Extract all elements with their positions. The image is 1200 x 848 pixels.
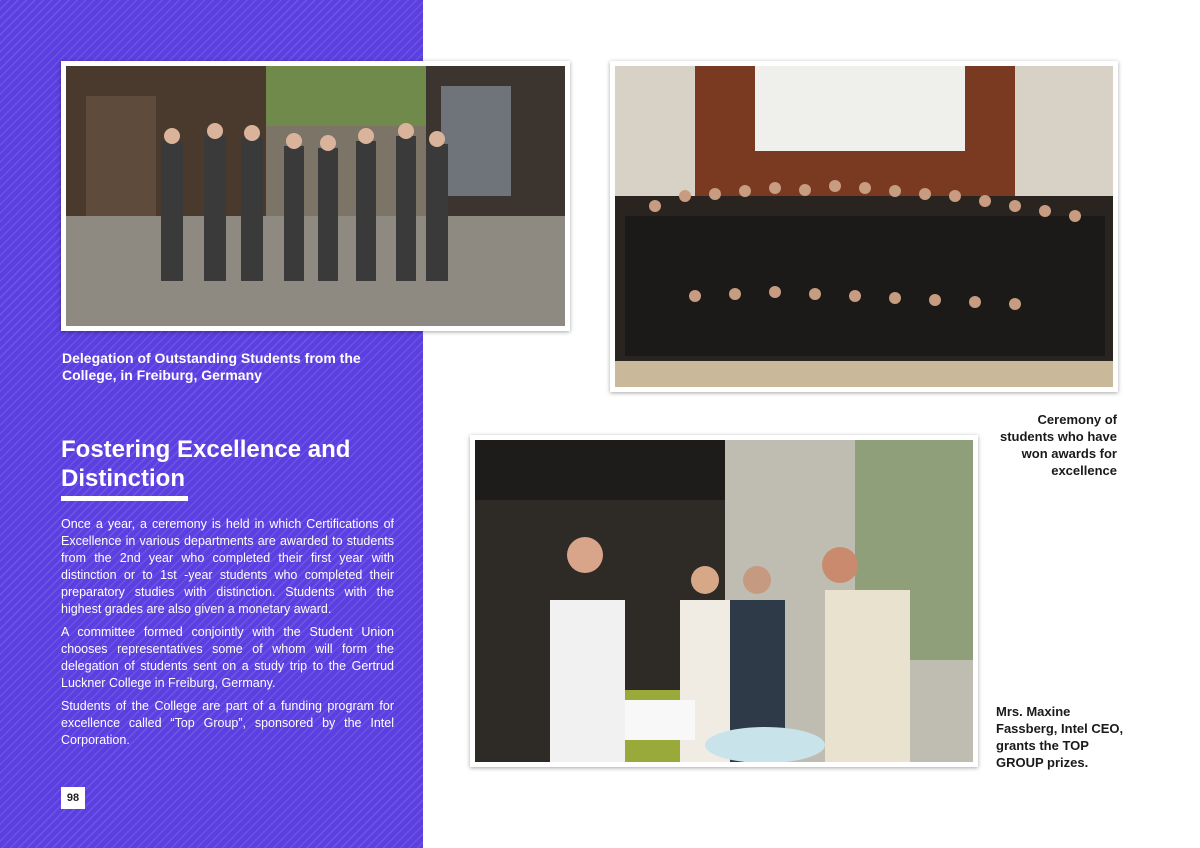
caption-delegation: Delegation of Outstanding Students from the College, in Freiburg, Germany bbox=[62, 350, 361, 383]
body-paragraph: Students of the College are part of a funding program for excellence called “Top Group”, sponsored by the Intel Corporation. bbox=[61, 699, 394, 747]
title-underline bbox=[61, 496, 188, 501]
photo-delegation-freiburg bbox=[61, 61, 570, 331]
caption-ceremony: Ceremony of students who have won awards for excellence bbox=[999, 412, 1117, 478]
caption-prize: Mrs. Maxine Fassberg, Intel CEO, grants the TOP GROUP prizes. bbox=[996, 704, 1124, 770]
section-body bbox=[61, 516, 394, 755]
prize-photo-illustration bbox=[475, 440, 973, 762]
body-paragraph: Once a year, a ceremony is held in which Certifications of Excellence in various departments are awarded to students from the 2nd year who completed their first year with distinction or to 1st -year students who completed their preparatory studies with distinction. Students with the highest grades are also given a monetary award. bbox=[61, 517, 394, 616]
photo-ceremony bbox=[610, 61, 1118, 392]
body-paragraph: A committee formed conjointly with the Student Union chooses representatives some of whom will form the delegation of students sent on a study trip to the Gertrud Luckner College in Freiburg, Germany. bbox=[61, 625, 394, 690]
section-title: Fostering Excellence and Distinction bbox=[61, 436, 351, 492]
ceremony-photo-illustration bbox=[615, 66, 1113, 387]
delegation-photo-illustration bbox=[66, 66, 565, 326]
page-number: 98 bbox=[61, 787, 85, 809]
photo-prize-handover bbox=[470, 435, 978, 767]
